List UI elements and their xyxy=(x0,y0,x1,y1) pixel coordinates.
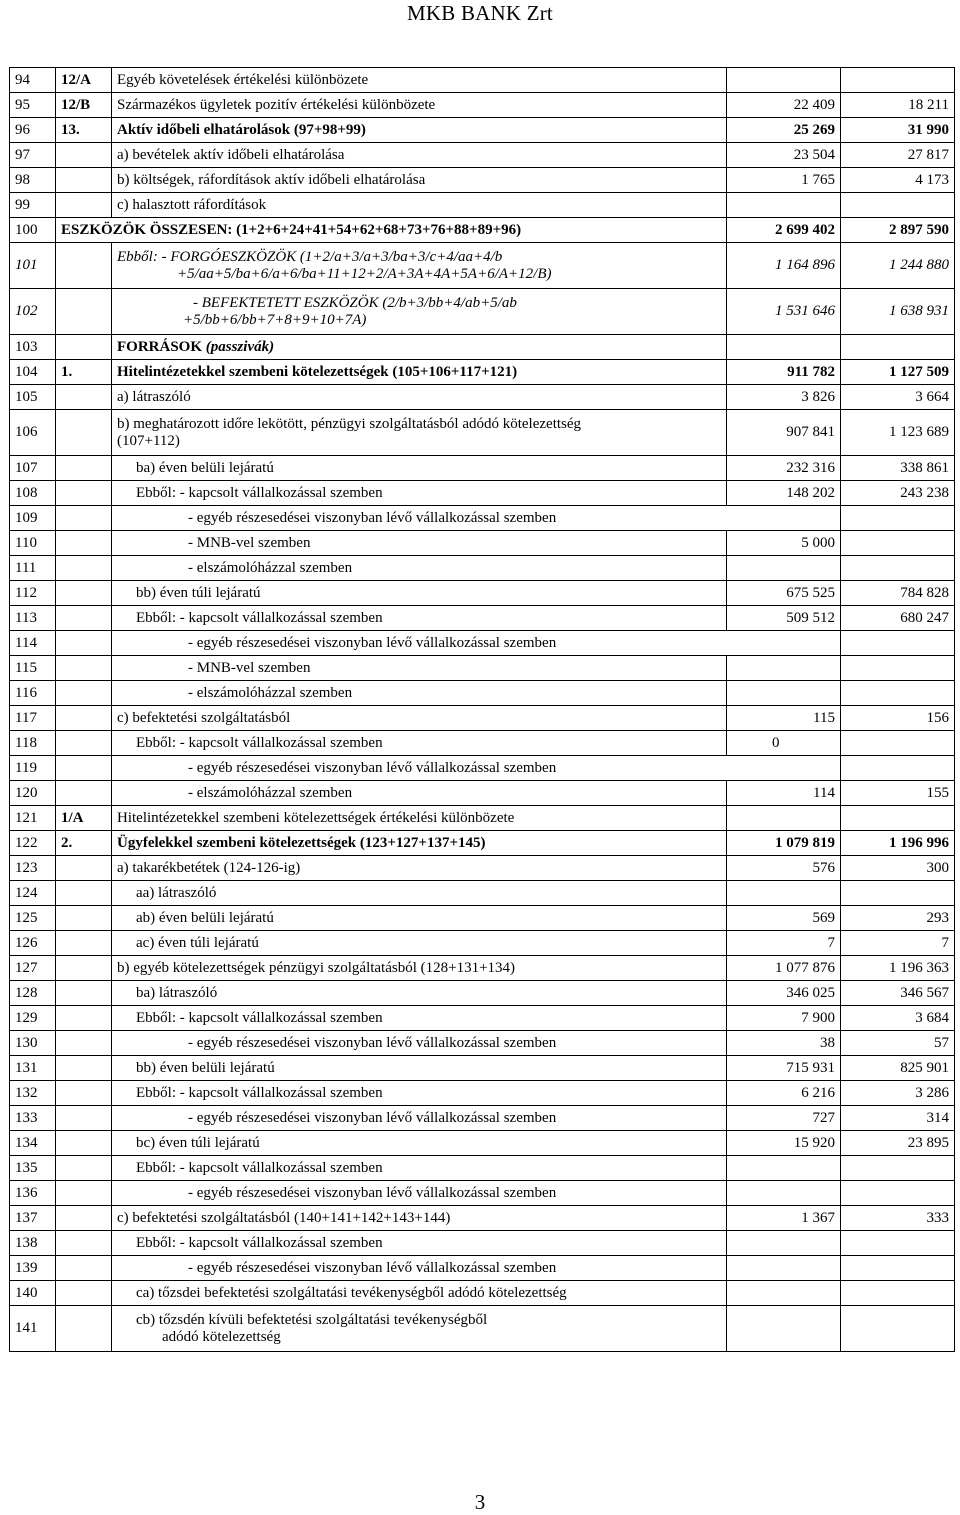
table-row xyxy=(10,1056,955,1081)
row-code: 1. xyxy=(56,360,112,385)
row-number: 122 xyxy=(10,831,56,856)
value-prev: 232 316 xyxy=(727,456,841,481)
value-curr xyxy=(841,1281,955,1306)
row-label: Ebből: - kapcsolt vállalkozással szemben xyxy=(112,481,727,506)
table-row xyxy=(10,481,955,506)
row-label-line-2: +5/bb+6/bb+7+8+9+10+7A) xyxy=(183,311,367,328)
value-curr: 338 861 xyxy=(841,456,955,481)
row-code xyxy=(56,981,112,1006)
row-code xyxy=(56,1256,112,1281)
table-row xyxy=(10,360,955,385)
value-curr: 3 664 xyxy=(841,385,955,410)
value-prev: 1 079 819 xyxy=(727,831,841,856)
value-curr xyxy=(841,631,955,656)
table-row xyxy=(10,831,955,856)
table-row xyxy=(10,1106,955,1131)
value-prev xyxy=(727,1306,841,1352)
value-prev: 1 164 896 xyxy=(727,243,841,289)
table-row xyxy=(10,385,955,410)
value-curr: 243 238 xyxy=(841,481,955,506)
row-code xyxy=(56,656,112,681)
row-label: ba) látraszóló xyxy=(112,981,727,1006)
row-label-line-1: Ebből: - FORGÓESZKÖZÖK (1+2/a+3/a+3/ba+3/c+4/aa+4/b xyxy=(117,248,503,265)
value-prev: 115 xyxy=(727,706,841,731)
table-row xyxy=(10,906,955,931)
table-row xyxy=(10,581,955,606)
row-number: 132 xyxy=(10,1081,56,1106)
row-label-line-1: - BEFEKTETETT ESZKÖZÖK (2/b+3/bb+4/ab+5/ab xyxy=(193,294,517,311)
row-label: Hitelintézetekkel szembeni kötelezettségek értékelési különbözete xyxy=(112,806,727,831)
row-code xyxy=(56,1056,112,1081)
value-curr: 3 684 xyxy=(841,1006,955,1031)
table-row xyxy=(10,410,955,456)
value-curr: 156 xyxy=(841,706,955,731)
row-code xyxy=(56,289,112,335)
row-number: 140 xyxy=(10,1281,56,1306)
value-prev: 7 xyxy=(727,931,841,956)
row-number: 102 xyxy=(10,289,56,335)
row-label: bc) éven túli lejáratú xyxy=(112,1131,727,1156)
value-prev xyxy=(727,556,841,581)
value-curr xyxy=(841,556,955,581)
table-row xyxy=(10,1031,955,1056)
table-row xyxy=(10,1181,955,1206)
row-code: 13. xyxy=(56,118,112,143)
row-code xyxy=(56,1231,112,1256)
row-label xyxy=(112,243,727,289)
value-prev: 1 531 646 xyxy=(727,289,841,335)
row-code xyxy=(56,1106,112,1131)
table-row xyxy=(10,335,955,360)
value-curr: 4 173 xyxy=(841,168,955,193)
row-label: c) befektetési szolgáltatásból xyxy=(112,706,727,731)
table-row xyxy=(10,1081,955,1106)
row-number: 96 xyxy=(10,118,56,143)
value-curr xyxy=(841,193,955,218)
row-code xyxy=(56,731,112,756)
row-label-line-1: b) meghatározott időre lekötött, pénzügyi szolgáltatásból adódó kötelezettség xyxy=(117,415,582,432)
row-number: 116 xyxy=(10,681,56,706)
row-number: 124 xyxy=(10,881,56,906)
value-prev xyxy=(727,1181,841,1206)
value-prev: 3 826 xyxy=(727,385,841,410)
row-label: a) látraszóló xyxy=(112,385,727,410)
value-prev xyxy=(727,193,841,218)
value-prev: 576 xyxy=(727,856,841,881)
value-prev: 15 920 xyxy=(727,1131,841,1156)
row-label: ESZKÖZÖK ÖSSZESEN: (1+2+6+24+41+54+62+68+73+76+88+89+96) xyxy=(56,218,727,243)
row-number: 117 xyxy=(10,706,56,731)
table-row xyxy=(10,1256,955,1281)
value-prev: 727 xyxy=(727,1106,841,1131)
page-number: 3 xyxy=(474,1490,486,1514)
table-row xyxy=(10,289,955,335)
value-curr: 2 897 590 xyxy=(841,218,955,243)
row-number: 95 xyxy=(10,93,56,118)
row-number: 114 xyxy=(10,631,56,656)
value-curr xyxy=(841,335,955,360)
table-row xyxy=(10,1156,955,1181)
row-number: 121 xyxy=(10,806,56,831)
value-prev: 911 782 xyxy=(727,360,841,385)
value-curr xyxy=(841,656,955,681)
value-curr xyxy=(841,681,955,706)
table-row xyxy=(10,531,955,556)
row-label: b) költségek, ráfordítások aktív időbeli elhatárolása xyxy=(112,168,727,193)
table-row xyxy=(10,168,955,193)
value-prev xyxy=(727,335,841,360)
value-curr: 155 xyxy=(841,781,955,806)
value-curr: 18 211 xyxy=(841,93,955,118)
value-curr: 680 247 xyxy=(841,606,955,631)
table-row xyxy=(10,656,955,681)
table-row xyxy=(10,218,955,243)
value-curr: 333 xyxy=(841,1206,955,1231)
table-row xyxy=(10,731,955,756)
row-code xyxy=(56,506,112,531)
row-label: - MNB-vel szemben xyxy=(112,656,727,681)
table-row xyxy=(10,506,955,531)
table-row xyxy=(10,456,955,481)
value-curr: 300 xyxy=(841,856,955,881)
value-curr: 1 123 689 xyxy=(841,410,955,456)
value-prev xyxy=(727,656,841,681)
row-label: Ebből: - kapcsolt vállalkozással szemben xyxy=(112,1156,727,1181)
row-code xyxy=(56,481,112,506)
row-code xyxy=(56,1306,112,1352)
row-label xyxy=(112,289,727,335)
row-number: 100 xyxy=(10,218,56,243)
row-number: 137 xyxy=(10,1206,56,1231)
table-row xyxy=(10,756,955,781)
row-number: 118 xyxy=(10,731,56,756)
table-row xyxy=(10,1006,955,1031)
value-curr xyxy=(841,731,955,756)
row-code xyxy=(56,385,112,410)
row-label: - egyéb részesedései viszonyban lévő vállalkozással szemben xyxy=(112,1256,727,1281)
row-label: Ebből: - kapcsolt vállalkozással szemben xyxy=(112,1231,727,1256)
row-label: ca) tőzsdei befektetési szolgáltatási tevékenységből adódó kötelezettség xyxy=(112,1281,727,1306)
row-number: 105 xyxy=(10,385,56,410)
row-label: c) halasztott ráfordítások xyxy=(112,193,727,218)
value-curr: 57 xyxy=(841,1031,955,1056)
row-code xyxy=(56,1206,112,1231)
value-curr: 825 901 xyxy=(841,1056,955,1081)
value-prev xyxy=(727,68,841,93)
row-code xyxy=(56,881,112,906)
row-label: Ebből: - kapcsolt vállalkozással szemben xyxy=(112,1081,727,1106)
value-curr: 31 990 xyxy=(841,118,955,143)
value-prev: 148 202 xyxy=(727,481,841,506)
row-code xyxy=(56,456,112,481)
row-label: Hitelintézetekkel szembeni kötelezettségek (105+106+117+121) xyxy=(112,360,727,385)
section-subtitle: (passzivák) xyxy=(205,338,275,355)
row-label-line-2: (107+112) xyxy=(117,432,180,449)
table-row xyxy=(10,856,955,881)
row-number: 109 xyxy=(10,506,56,531)
value-prev xyxy=(727,806,841,831)
row-number: 107 xyxy=(10,456,56,481)
row-number: 123 xyxy=(10,856,56,881)
row-code xyxy=(56,756,112,781)
row-code xyxy=(56,168,112,193)
table-row xyxy=(10,1131,955,1156)
row-label: - elszámolóházzal szemben xyxy=(112,681,727,706)
table-row xyxy=(10,606,955,631)
row-label-line-1: cb) tőzsdén kívüli befektetési szolgáltatási tevékenységből xyxy=(136,1311,488,1328)
row-number: 97 xyxy=(10,143,56,168)
value-curr xyxy=(841,881,955,906)
value-prev: 6 216 xyxy=(727,1081,841,1106)
value-curr xyxy=(841,506,955,531)
value-prev: 5 000 xyxy=(727,531,841,556)
table-row xyxy=(10,1281,955,1306)
row-label: - egyéb részesedései viszonyban lévő vállalkozással szemben xyxy=(112,631,841,656)
table-row xyxy=(10,806,955,831)
value-prev: 23 504 xyxy=(727,143,841,168)
table-row xyxy=(10,68,955,93)
row-number: 125 xyxy=(10,906,56,931)
row-code: 12/A xyxy=(56,68,112,93)
row-code xyxy=(56,956,112,981)
value-curr xyxy=(841,1181,955,1206)
value-prev: 2 699 402 xyxy=(727,218,841,243)
row-code xyxy=(56,1006,112,1031)
row-code: 2. xyxy=(56,831,112,856)
row-label: bb) éven túli lejáratú xyxy=(112,581,727,606)
row-code xyxy=(56,410,112,456)
value-prev xyxy=(727,881,841,906)
value-curr: 3 286 xyxy=(841,1081,955,1106)
row-label: - egyéb részesedései viszonyban lévő vállalkozással szemben xyxy=(112,506,841,531)
section-title: FORRÁSOK xyxy=(117,338,203,355)
document-header: MKB BANK Zrt xyxy=(407,1,553,25)
table-row xyxy=(10,956,955,981)
row-number: 108 xyxy=(10,481,56,506)
table-row xyxy=(10,681,955,706)
row-number: 130 xyxy=(10,1031,56,1056)
row-number: 134 xyxy=(10,1131,56,1156)
value-prev: 0 xyxy=(727,731,841,756)
row-number: 111 xyxy=(10,556,56,581)
value-prev: 22 409 xyxy=(727,93,841,118)
row-number: 141 xyxy=(10,1306,56,1352)
row-code xyxy=(56,856,112,881)
row-label xyxy=(112,335,727,360)
value-curr: 1 638 931 xyxy=(841,289,955,335)
row-label: Származékos ügyletek pozitív értékelési különbözete xyxy=(112,93,727,118)
value-prev: 25 269 xyxy=(727,118,841,143)
row-label-line-2: +5/aa+5/ba+6/a+6/ba+11+12+2/A+3A+4A+5A+6/A+12/B) xyxy=(177,265,552,282)
value-prev xyxy=(727,1256,841,1281)
table-row xyxy=(10,706,955,731)
row-number: 128 xyxy=(10,981,56,1006)
row-label: Ebből: - kapcsolt vállalkozással szemben xyxy=(112,606,727,631)
row-label: - elszámolóházzal szemben xyxy=(112,781,727,806)
table-row xyxy=(10,781,955,806)
row-number: 113 xyxy=(10,606,56,631)
row-label: Ügyfelekkel szembeni kötelezettségek (123+127+137+145) xyxy=(112,831,727,856)
value-curr: 1 127 509 xyxy=(841,360,955,385)
value-curr: 784 828 xyxy=(841,581,955,606)
row-code xyxy=(56,781,112,806)
value-prev: 1 077 876 xyxy=(727,956,841,981)
row-label: Ebből: - kapcsolt vállalkozással szemben xyxy=(112,1006,727,1031)
row-code xyxy=(56,193,112,218)
value-prev: 907 841 xyxy=(727,410,841,456)
row-label: Egyéb követelések értékelési különbözete xyxy=(112,68,727,93)
row-code xyxy=(56,243,112,289)
table-row xyxy=(10,1306,955,1352)
value-prev: 715 931 xyxy=(727,1056,841,1081)
value-prev xyxy=(727,1156,841,1181)
row-label: c) befektetési szolgáltatásból (140+141+142+143+144) xyxy=(112,1206,727,1231)
row-label: b) egyéb kötelezettségek pénzügyi szolgáltatásból (128+131+134) xyxy=(112,956,727,981)
row-label: Aktív időbeli elhatárolások (97+98+99) xyxy=(112,118,727,143)
row-label: a) bevételek aktív időbeli elhatárolása xyxy=(112,143,727,168)
value-prev xyxy=(727,681,841,706)
row-number: 138 xyxy=(10,1231,56,1256)
row-number: 135 xyxy=(10,1156,56,1181)
value-prev: 509 512 xyxy=(727,606,841,631)
value-prev: 38 xyxy=(727,1031,841,1056)
row-label: a) takarékbetétek (124-126-ig) xyxy=(112,856,727,881)
value-curr: 346 567 xyxy=(841,981,955,1006)
row-number: 112 xyxy=(10,581,56,606)
table-row xyxy=(10,931,955,956)
value-prev: 569 xyxy=(727,906,841,931)
row-number: 119 xyxy=(10,756,56,781)
value-curr: 1 196 363 xyxy=(841,956,955,981)
table-row xyxy=(10,881,955,906)
value-curr: 314 xyxy=(841,1106,955,1131)
value-curr xyxy=(841,806,955,831)
row-label: - MNB-vel szemben xyxy=(112,531,727,556)
table-row xyxy=(10,981,955,1006)
table-row xyxy=(10,243,955,289)
row-label xyxy=(112,1306,727,1352)
row-code xyxy=(56,143,112,168)
table-row xyxy=(10,143,955,168)
row-label: - egyéb részesedései viszonyban lévő vállalkozással szemben xyxy=(112,1106,727,1131)
row-number: 120 xyxy=(10,781,56,806)
value-curr xyxy=(841,1306,955,1352)
row-code xyxy=(56,1081,112,1106)
row-number: 104 xyxy=(10,360,56,385)
value-curr: 27 817 xyxy=(841,143,955,168)
row-number: 133 xyxy=(10,1106,56,1131)
value-prev: 1 367 xyxy=(727,1206,841,1231)
row-code xyxy=(56,1281,112,1306)
row-number: 127 xyxy=(10,956,56,981)
table-row xyxy=(10,631,955,656)
value-curr xyxy=(841,1256,955,1281)
row-code: 1/A xyxy=(56,806,112,831)
row-code xyxy=(56,606,112,631)
value-curr xyxy=(841,1156,955,1181)
row-number: 101 xyxy=(10,243,56,289)
row-number: 99 xyxy=(10,193,56,218)
row-label: ab) éven belüli lejáratú xyxy=(112,906,727,931)
row-code xyxy=(56,531,112,556)
table-row xyxy=(10,556,955,581)
value-curr: 1 196 996 xyxy=(841,831,955,856)
row-label: aa) látraszóló xyxy=(112,881,727,906)
row-label: ba) éven belüli lejáratú xyxy=(112,456,727,481)
value-curr: 1 244 880 xyxy=(841,243,955,289)
row-label: - egyéb részesedései viszonyban lévő vállalkozással szemben xyxy=(112,1031,727,1056)
table-row xyxy=(10,93,955,118)
row-label: - egyéb részesedései viszonyban lévő vállalkozással szemben xyxy=(112,756,841,781)
row-label: - egyéb részesedései viszonyban lévő vállalkozással szemben xyxy=(112,1181,727,1206)
table-row xyxy=(10,1206,955,1231)
row-label xyxy=(112,410,727,456)
value-curr xyxy=(841,68,955,93)
row-number: 110 xyxy=(10,531,56,556)
row-code xyxy=(56,556,112,581)
row-number: 98 xyxy=(10,168,56,193)
row-number: 94 xyxy=(10,68,56,93)
row-code xyxy=(56,1156,112,1181)
value-curr xyxy=(841,531,955,556)
row-label: ac) éven túli lejáratú xyxy=(112,931,727,956)
row-number: 136 xyxy=(10,1181,56,1206)
row-code xyxy=(56,1131,112,1156)
row-code xyxy=(56,1181,112,1206)
row-number: 131 xyxy=(10,1056,56,1081)
value-curr xyxy=(841,1231,955,1256)
row-code xyxy=(56,335,112,360)
value-curr: 7 xyxy=(841,931,955,956)
row-number: 129 xyxy=(10,1006,56,1031)
value-prev xyxy=(727,1231,841,1256)
value-prev xyxy=(727,1281,841,1306)
value-prev: 7 900 xyxy=(727,1006,841,1031)
row-number: 103 xyxy=(10,335,56,360)
value-curr: 293 xyxy=(841,906,955,931)
row-code xyxy=(56,906,112,931)
row-code xyxy=(56,681,112,706)
table-row xyxy=(10,1231,955,1256)
row-label: Ebből: - kapcsolt vállalkozással szemben xyxy=(112,731,727,756)
row-code xyxy=(56,581,112,606)
row-number: 126 xyxy=(10,931,56,956)
row-code xyxy=(56,631,112,656)
row-code xyxy=(56,931,112,956)
row-number: 106 xyxy=(10,410,56,456)
row-code xyxy=(56,706,112,731)
value-prev: 114 xyxy=(727,781,841,806)
row-number: 115 xyxy=(10,656,56,681)
value-prev: 346 025 xyxy=(727,981,841,1006)
table-row xyxy=(10,193,955,218)
value-prev: 675 525 xyxy=(727,581,841,606)
value-curr: 23 895 xyxy=(841,1131,955,1156)
value-prev: 1 765 xyxy=(727,168,841,193)
row-label-line-2: adódó kötelezettség xyxy=(162,1328,281,1345)
row-label: bb) éven belüli lejáratú xyxy=(112,1056,727,1081)
row-code: 12/B xyxy=(56,93,112,118)
balance-sheet-table xyxy=(9,67,955,1352)
value-curr xyxy=(841,756,955,781)
row-number: 139 xyxy=(10,1256,56,1281)
row-code xyxy=(56,1031,112,1056)
row-label: - elszámolóházzal szemben xyxy=(112,556,727,581)
table-row xyxy=(10,118,955,143)
